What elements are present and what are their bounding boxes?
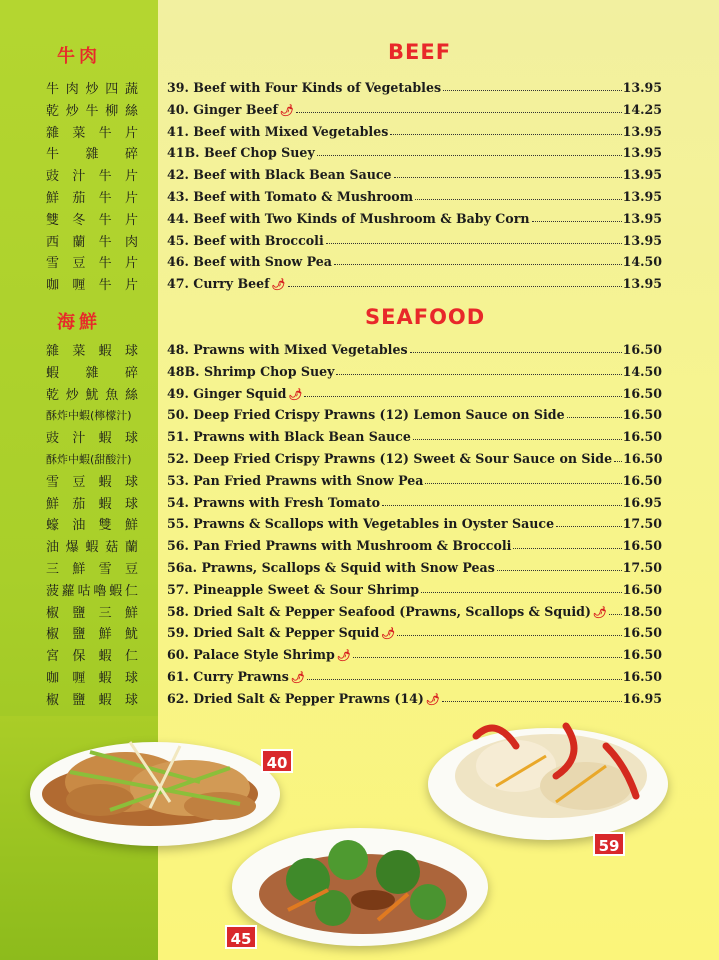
- menu-item-price: 17.50: [622, 560, 662, 575]
- menu-item-price: 17.50: [622, 516, 662, 532]
- menu-item-price: 16.50: [622, 407, 662, 423]
- chinese-dish-name: 雪 豆 牛 片: [46, 256, 138, 272]
- menu-item-name: 47. Curry Beef: [167, 276, 270, 292]
- menu-item-price: 16.50: [622, 538, 662, 554]
- dot-leader: [336, 374, 621, 375]
- dot-leader: [353, 657, 622, 658]
- chinese-dish-name: 豉 汁 蝦 球: [46, 431, 138, 447]
- chinese-dish-name: 宮 保 蝦 仁: [46, 649, 138, 665]
- menu-item-price: 13.95: [622, 189, 662, 204]
- chinese-dish-name: 雜 菜 蝦 球: [46, 344, 138, 359]
- menu-item-price: 16.50: [622, 581, 662, 597]
- menu-item: [167, 139, 662, 160]
- menu-item-name: 43. Beef with Tomato & Mushroom: [167, 189, 414, 204]
- menu-item-name: 42. Beef with Black Bean Sauce: [167, 167, 392, 183]
- menu-item: [167, 205, 662, 226]
- chili-pepper-icon: 🌶: [279, 103, 294, 117]
- chinese-dish-name: 三 鮮 雪 豆: [46, 562, 138, 577]
- dot-leader: [614, 461, 622, 462]
- chinese-dish-name: 咖 喱 蝦 球: [46, 671, 138, 686]
- menu-item: [167, 532, 662, 553]
- menu-item-name: 44. Beef with Two Kinds of Mushroom & Baby Corn: [167, 210, 530, 226]
- seafood-cn-heading: 海鮮: [57, 312, 101, 333]
- menu-item: [167, 270, 662, 291]
- menu-item: [167, 467, 662, 488]
- menu-item-price: 13.95: [622, 167, 662, 183]
- dot-leader: [397, 635, 621, 636]
- menu-item: [167, 358, 662, 379]
- menu-item-price: 16.95: [622, 690, 662, 706]
- dot-leader: [410, 352, 622, 353]
- chili-pepper-icon: 🌶: [425, 692, 440, 706]
- dot-leader: [288, 286, 622, 287]
- menu-item-price: 16.50: [623, 451, 663, 466]
- menu-item-name: 56a. Prawns, Scallops & Squid with Snow Peas: [167, 560, 495, 575]
- menu-item: [167, 380, 662, 401]
- chinese-dish-name: 乾 炒 魷 魚 絲: [46, 387, 138, 403]
- menu-item-price: 16.50: [622, 429, 662, 445]
- chinese-dish-name: 鮮 茄 牛 片: [46, 191, 138, 206]
- beef-cn-heading: 牛肉: [57, 46, 101, 67]
- menu-item-price: 16.50: [622, 342, 662, 357]
- menu-item-price: 16.50: [622, 385, 662, 401]
- menu-item-price: 14.50: [622, 254, 662, 270]
- menu-item-name: 53. Pan Fried Prawns with Snow Pea: [167, 472, 424, 488]
- dot-leader: [317, 155, 622, 156]
- chinese-dish-name: 雜 菜 牛 片: [46, 125, 138, 141]
- menu-item-name: 49. Ginger Squid: [167, 385, 287, 401]
- dot-leader: [394, 177, 622, 178]
- menu-item-price: 14.50: [622, 363, 662, 379]
- photo-badge: 40: [261, 749, 293, 773]
- dot-leader: [532, 221, 622, 222]
- dot-leader: [513, 548, 621, 549]
- chinese-dish-name: 雙 冬 牛 片: [46, 212, 138, 228]
- menu-item: [167, 96, 662, 117]
- menu-item-price: 16.50: [622, 472, 662, 488]
- dot-leader: [304, 396, 621, 397]
- menu-item: [167, 619, 662, 640]
- chinese-dish-name: 椒 鹽 鮮 魷: [46, 627, 138, 643]
- menu-item-price: 18.50: [622, 603, 662, 619]
- menu-item-name: 39. Beef with Four Kinds of Vegetables: [167, 80, 442, 95]
- menu-item-name: 56. Pan Fried Prawns with Mushroom & Broccoli: [167, 538, 512, 554]
- menu-item: [167, 336, 662, 357]
- chinese-dish-name: 西 蘭 牛 肉: [46, 234, 138, 250]
- menu-item: [167, 554, 662, 575]
- dot-leader: [442, 701, 622, 702]
- menu-item: [167, 183, 662, 204]
- menu-item-price: 13.95: [622, 80, 662, 95]
- chinese-dish-name: 酥炸中蝦(甜酸汁): [46, 452, 132, 466]
- menu-item-price: 13.95: [622, 145, 662, 161]
- dot-leader: [390, 134, 621, 135]
- dot-leader: [567, 417, 622, 418]
- menu-item-name: 48. Prawns with Mixed Vegetables: [167, 342, 408, 357]
- chili-pepper-icon: 🌶: [381, 627, 396, 641]
- dot-leader: [421, 592, 622, 593]
- chinese-dish-name: 豉 汁 牛 片: [46, 169, 138, 185]
- menu-item-price: 16.50: [622, 625, 662, 641]
- menu-item-price: 16.50: [622, 669, 662, 684]
- dot-leader: [307, 679, 622, 680]
- chinese-dish-name: 菠 蘿 咕 嚕 蝦 仁: [46, 583, 138, 599]
- dot-leader: [415, 199, 622, 200]
- chinese-dish-name: 咖 喱 牛 片: [46, 278, 138, 294]
- menu-item-name: 60. Palace Style Shrimp: [167, 647, 335, 663]
- menu-item-price: 13.95: [622, 232, 662, 248]
- chinese-dish-name: 椒 鹽 蝦 球: [46, 692, 138, 708]
- menu-item-name: 59. Dried Salt & Pepper Squid: [167, 625, 380, 641]
- menu-item-price: 13.95: [622, 276, 662, 292]
- menu-item: [167, 685, 662, 706]
- chinese-dish-name: 雪 豆 蝦 球: [46, 474, 138, 490]
- chinese-dish-name: 乾 炒 牛 柳 絲: [46, 103, 138, 119]
- menu-item-name: 50. Deep Fried Crispy Prawns (12) Lemon Sauce on Side: [167, 407, 565, 423]
- photo-badge: 45: [225, 925, 257, 949]
- menu-item-name: 57. Pineapple Sweet & Sour Shrimp: [167, 581, 420, 597]
- dot-leader: [382, 505, 622, 506]
- menu-item-name: 55. Prawns & Scallops with Vegetables in Oyster Sauce: [167, 516, 555, 532]
- chinese-dish-name: 椒 鹽 三 鮮: [46, 605, 138, 621]
- menu-item-name: 62. Dried Salt & Pepper Prawns (14): [167, 690, 424, 706]
- menu-item: [167, 510, 662, 531]
- menu-item-price: 14.25: [622, 101, 662, 117]
- menu-item-name: 51. Prawns with Black Bean Sauce: [167, 429, 411, 445]
- menu-item: [167, 401, 662, 422]
- menu-item: [167, 248, 662, 269]
- menu-item-name: 48B. Shrimp Chop Suey: [167, 363, 335, 379]
- menu-item-price: 16.95: [622, 494, 662, 510]
- dot-leader: [609, 614, 622, 615]
- chinese-dish-name: 蠔 油 雙 鮮: [46, 518, 138, 534]
- dot-leader: [296, 112, 622, 113]
- menu-item-name: 46. Beef with Snow Pea: [167, 254, 332, 270]
- chili-pepper-icon: 🌶: [288, 387, 303, 401]
- dot-leader: [326, 243, 622, 244]
- beef-broccoli-food-image: [238, 810, 488, 950]
- chinese-dish-name: 牛 肉 炒 四 蔬: [46, 82, 138, 97]
- menu-item: [167, 489, 662, 510]
- beef-section-title: BEEF: [388, 40, 452, 64]
- menu-item-name: 58. Dried Salt & Pepper Seafood (Prawns, Scallops & Squid): [167, 603, 591, 619]
- menu-item: [167, 576, 662, 597]
- chinese-dish-name: 酥炸中蝦(檸檬汁): [46, 408, 132, 422]
- chili-pepper-icon: 🌶: [336, 649, 351, 663]
- menu-item-name: 52. Deep Fried Crispy Prawns (12) Sweet & Sour Sauce on Side: [167, 451, 613, 466]
- chili-pepper-icon: 🌶: [290, 671, 305, 684]
- menu-item: [167, 423, 662, 444]
- dot-leader: [334, 264, 622, 265]
- menu-item: [167, 227, 662, 248]
- menu-item-name: 41. Beef with Mixed Vegetables: [167, 123, 389, 139]
- chinese-dish-name: 油 爆 蝦 菇 蘭: [46, 540, 138, 556]
- menu-item-name: 41B. Beef Chop Suey: [167, 145, 315, 161]
- chinese-dish-name: 牛 雜 碎: [46, 147, 138, 163]
- menu-item-price: 13.95: [622, 123, 662, 139]
- photo-badge: 59: [593, 832, 625, 856]
- seafood-section-title: SEAFOOD: [365, 305, 486, 329]
- dot-leader: [497, 570, 622, 571]
- menu-item: [167, 118, 662, 139]
- chinese-dish-name: 蝦 雜 碎: [46, 365, 138, 381]
- dot-leader: [556, 526, 621, 527]
- chili-pepper-icon: 🌶: [592, 605, 607, 619]
- menu-item: [167, 641, 662, 662]
- menu-item-name: 40. Ginger Beef: [167, 101, 278, 117]
- menu-item: [167, 445, 662, 466]
- menu-item-name: 54. Prawns with Fresh Tomato: [167, 494, 381, 510]
- menu-item: [167, 598, 662, 619]
- menu-item-price: 13.95: [622, 210, 662, 226]
- dot-leader: [413, 439, 622, 440]
- menu-item: [167, 161, 662, 182]
- chinese-dish-name: 鮮 茄 蝦 球: [46, 496, 138, 512]
- menu-item-price: 16.50: [622, 647, 662, 663]
- menu-item-name: 45. Beef with Broccoli: [167, 232, 324, 248]
- menu-item: [167, 663, 662, 684]
- dot-leader: [443, 90, 622, 91]
- chili-pepper-icon: 🌶: [271, 278, 286, 292]
- dot-leader: [425, 483, 621, 484]
- menu-item: [167, 74, 662, 95]
- menu-item-name: 61. Curry Prawns: [167, 669, 289, 684]
